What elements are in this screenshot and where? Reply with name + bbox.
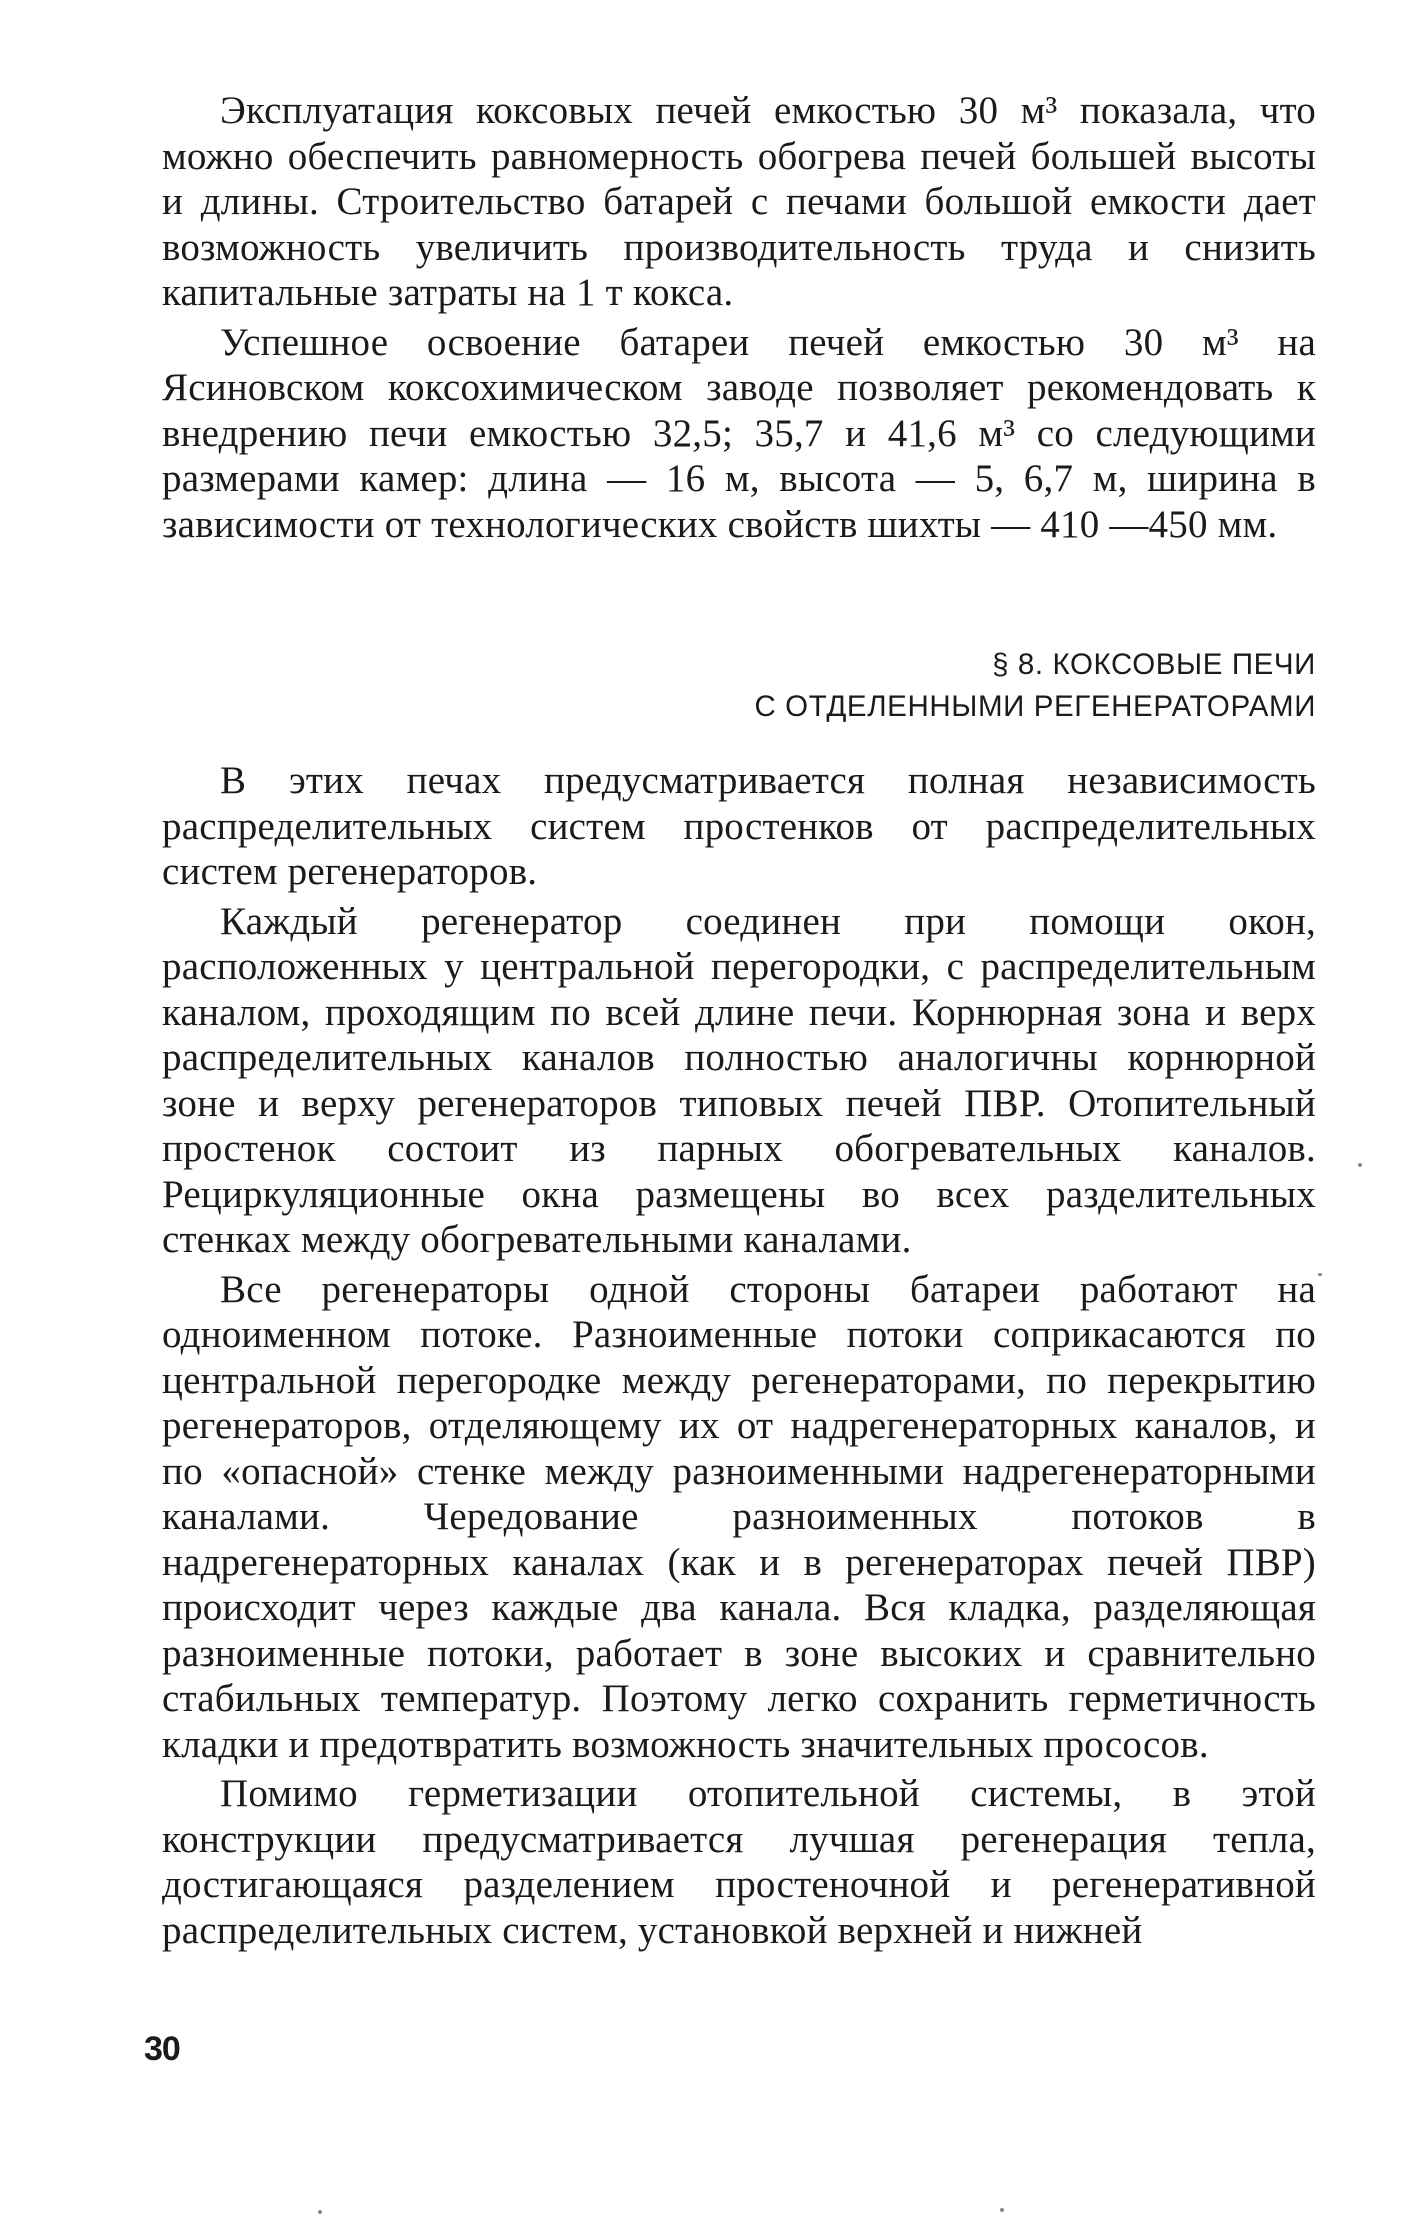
scan-speck-mark	[1318, 1273, 1322, 1276]
paragraph-yasinovsky-plant: Успешное освоение батареи печей емкостью 30 м³ на Ясиновском коксохимическом заводе позволяет рекомендовать к внедрению печи емкостью 32,5; 35,7 и 41,6 м³ со следующими размерами камер: длина — 16 м, высота — 5, 6,7 м, ширина в зависимости от технологических свойств шихты — 410 —450 мм.	[162, 320, 1316, 546]
scan-speck-mark	[318, 2210, 322, 2214]
scan-speck-mark	[1000, 2208, 1004, 2212]
section-heading-line-2: С ОТДЕЛЕННЫМИ РЕГЕНЕРАТОРАМИ	[754, 690, 1316, 723]
paragraph-flows: Все регенераторы одной стороны батареи работают на одноименном потоке. Разноименные потоки соприкасаются по центральной перегородке между регенераторами, по перекрытию регенераторов, отделяющему их от надрегенераторных каналов, и по «опасной» стенке между разноименными надрегенераторными каналами. Чередование разноименных потоков в надрегенераторных каналах (как и в регенераторах печей ПВР) происходит через каждые два канала. Вся кладка, разделяющая разноименные потоки, работает в зоне высоких и сравнительно стабильных температур. Поэтому легко сохранить герметичность кладки и предотвратить возможность значительных прососов.	[162, 1267, 1316, 1766]
paragraph-operation-30m3: Эксплуатация коксовых печей емкостью 30 м³ показала, что можно обеспечить равномерность обогрева печей большей высоты и длины. Строительство батарей с печами большой емкости дает возможность увеличить производительность труда и снизить капитальные затраты на 1 т кокса.	[162, 89, 1316, 314]
paragraph-independence: В этих печах предусматривается полная независимость распределительных систем простенков от распределительных систем регенераторов.	[162, 759, 1316, 893]
text-block-top	[162, 88, 1316, 547]
text-block-bottom	[162, 758, 1316, 1953]
section-heading-line-1: § 8. КОКСОВЫЕ ПЕЧИ	[992, 648, 1316, 681]
scan-speck-mark	[1358, 1163, 1362, 1167]
paragraph-regenerator-connection: Каждый регенератор соединен при помощи окон, расположенных у центральной перегородки, с распределительным каналом, проходящим по всей длине печи. Корнюрная зона и верх распределительных каналов полностью аналогичны корнюрной зоне и верху регенераторов типовых печей ПВР. Отопительный простенок состоит из парных обогревательных каналов. Рециркуляционные окна размещены во всех разделительных стенках между обогревательными каналами.	[162, 899, 1316, 1261]
section-heading	[416, 644, 1316, 728]
paragraph-heat-regeneration: Помимо герметизации отопительной системы, в этой конструкции предусматривается лучшая регенерация тепла, достигающаяся разделением простеночной и регенеративной распределительных систем, установкой верхней и нижней	[162, 1772, 1316, 1952]
page-number: 30	[144, 2030, 180, 2068]
